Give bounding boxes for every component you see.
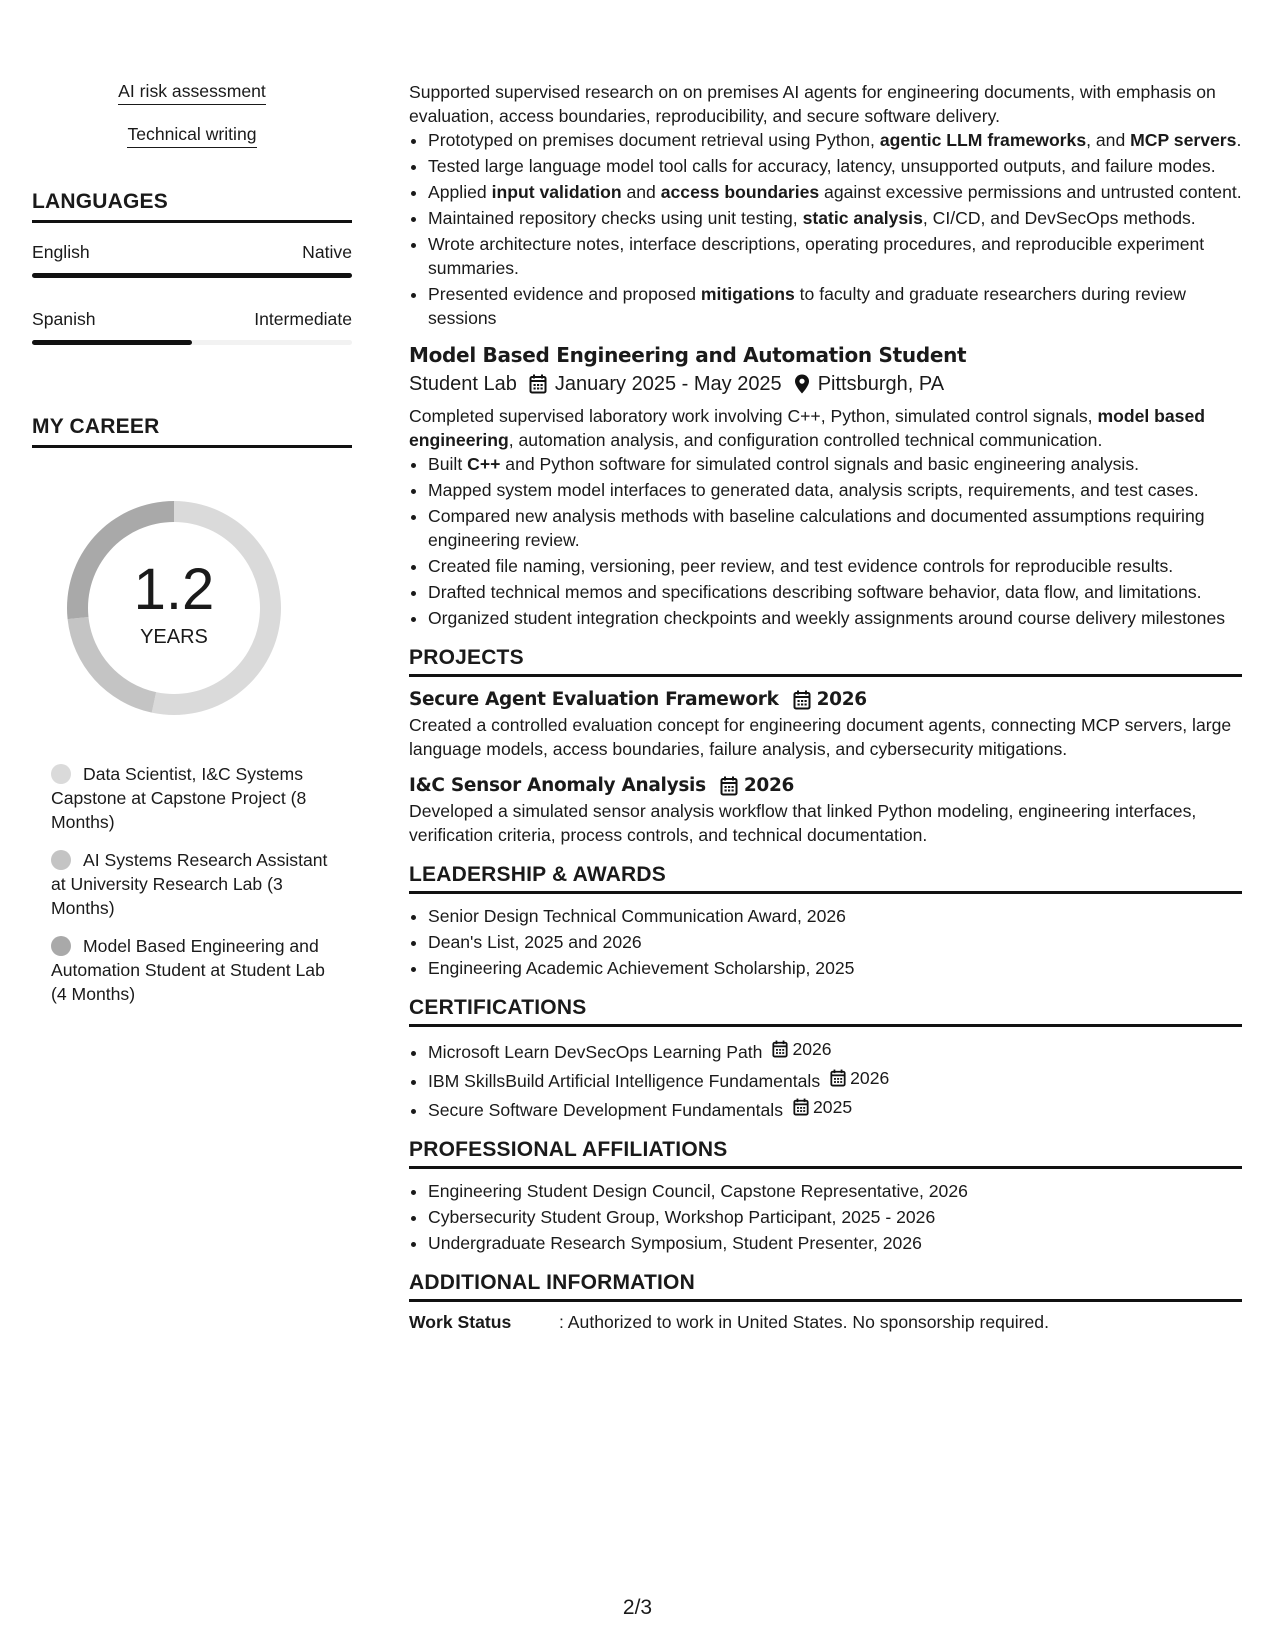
- job-bullet: • Compared new analysis methods with baseline calculations and documented assumptions requiring engineering review.: [428, 504, 1242, 552]
- project-description: Developed a simulated sensor analysis workflow that linked Python modeling, engineering interfaces, verification criteria, process controls, and technical documentation.: [409, 801, 1197, 845]
- calendar-icon: [720, 776, 738, 796]
- awards-list: [409, 904, 1242, 980]
- job-dates: January 2025 - May 2025: [554, 373, 782, 395]
- job-bullet: • Organized student integration checkpoints and weekly assignments around course delivery milestones: [428, 606, 1242, 630]
- job-title: Model Based Engineering and Automation Student: [409, 343, 967, 367]
- job-bullet: • Mapped system model interfaces to generated data, analysis scripts, requirements, and test cases.: [428, 478, 1242, 502]
- project-year: 2026: [743, 775, 795, 796]
- skill-tag: AI risk assessment: [118, 80, 266, 105]
- career-legend-item: [51, 848, 341, 920]
- project-title: Secure Agent Evaluation Framework 2026: [409, 687, 1242, 713]
- project-description: Created a controlled evaluation concept for engineering document agents, connecting MCP servers, large language models, access boundaries, failure analysis, and cybersecurity mitigations.: [409, 715, 1232, 759]
- career-total-years: 1.2: [133, 557, 215, 622]
- affiliation-item: • Undergraduate Research Symposium, Student Presenter, 2026: [428, 1231, 1242, 1255]
- calendar-icon: [793, 1098, 809, 1116]
- calendar-icon: [529, 374, 547, 394]
- affiliation-item: • Cybersecurity Student Group, Workshop Participant, 2025 - 2026: [428, 1205, 1242, 1229]
- certification-year: 2026: [792, 1039, 832, 1059]
- career-legend-dot: [51, 850, 71, 870]
- career-legend-text: AI Systems Research Assistant at University Research Lab (3 Months): [51, 850, 328, 918]
- certification-item: • Secure Software Development Fundamentals 2025: [428, 1095, 1242, 1122]
- job-bullets: [409, 452, 1242, 630]
- location-pin-icon: [794, 374, 810, 394]
- career-legend-dot: [51, 936, 71, 956]
- career-legend: [32, 762, 352, 1006]
- career-legend-dot: [51, 764, 71, 784]
- projects-heading: PROJECTS: [409, 646, 1242, 677]
- project-year: 2026: [816, 689, 867, 710]
- job-bullet: • Prototyped on premises document retrieval using Python, agentic LLM frameworks, and MCP servers.: [428, 128, 1242, 152]
- language-name: English: [32, 242, 90, 262]
- job-bullet: • Presented evidence and proposed mitigations to faculty and graduate researchers during review sessions: [428, 282, 1242, 330]
- job-bullet: • Drafted technical memos and specifications describing software behavior, data flow, and limitations.: [428, 580, 1242, 604]
- award-item: • Dean's List, 2025 and 2026: [428, 930, 1242, 954]
- language-proficiency-fill: [32, 340, 192, 345]
- job-summary: Supported supervised research on on premises AI agents for engineering documents, with emphasis on evaluation, access boundaries, reproducibility, and secure software delivery.: [409, 82, 1216, 126]
- certification-item: • IBM SkillsBuild Artificial Intelligence Fundamentals 2026: [428, 1066, 1242, 1093]
- work-status-row: [409, 1310, 1242, 1334]
- job-bullet: • Tested large language model tool calls for accuracy, latency, unsupported outputs, and failure modes.: [428, 154, 1242, 178]
- language-proficiency-bar: [32, 273, 352, 278]
- calendar-icon: [772, 1040, 788, 1058]
- career-heading: MY CAREER: [32, 415, 352, 448]
- job-summary: Completed supervised laboratory work involving C++, Python, simulated control signals, model based engineering, automation analysis, and configuration controlled technical communication.: [409, 406, 1206, 450]
- project-entry: [409, 687, 1242, 761]
- sidebar: [32, 80, 352, 1020]
- language-proficiency-fill: [32, 273, 352, 278]
- additional-info-heading: ADDITIONAL INFORMATION: [409, 1271, 1242, 1302]
- career-legend-text: Data Scientist, I&C Systems Capstone at Capstone Project (8 Months): [51, 764, 307, 832]
- affiliations-heading: PROFESSIONAL AFFILIATIONS: [409, 1138, 1242, 1169]
- award-item: • Engineering Academic Achievement Scholarship, 2025: [428, 956, 1242, 980]
- job-bullet: • Wrote architecture notes, interface descriptions, operating procedures, and reproducible experiment summaries.: [428, 232, 1242, 280]
- calendar-icon: [793, 690, 811, 710]
- language-entry: [32, 308, 352, 345]
- job-bullet: • Applied input validation and access boundaries against excessive permissions and untrusted content.: [428, 180, 1242, 204]
- main-content: [409, 80, 1242, 1334]
- project-entry: [409, 773, 1242, 847]
- career-legend-text: Model Based Engineering and Automation Student at Student Lab (4 Months): [51, 936, 325, 1004]
- career-donut-chart: [54, 488, 294, 728]
- language-name: Spanish: [32, 309, 96, 329]
- career-legend-item: [51, 934, 341, 1006]
- affiliations-list: [409, 1179, 1242, 1255]
- job-location: Pittsburgh, PA: [817, 373, 945, 395]
- language-level: Intermediate: [254, 309, 352, 329]
- job-bullet: • Created file naming, versioning, peer review, and test evidence controls for reproducible results.: [428, 554, 1242, 578]
- awards-heading: LEADERSHIP & AWARDS: [409, 863, 1242, 894]
- skill-tag: Technical writing: [127, 123, 256, 148]
- job-bullets: [409, 128, 1242, 330]
- language-entry: [32, 241, 352, 278]
- affiliation-item: • Engineering Student Design Council, Capstone Representative, 2026: [428, 1179, 1242, 1203]
- languages-heading: LANGUAGES: [32, 190, 352, 223]
- job-bullet: • Maintained repository checks using unit testing, static analysis, CI/CD, and DevSecOps methods.: [428, 206, 1242, 230]
- job-meta: [409, 370, 1242, 398]
- award-item: • Senior Design Technical Communication Award, 2026: [428, 904, 1242, 928]
- skills-list: [32, 80, 352, 148]
- certifications-heading: CERTIFICATIONS: [409, 996, 1242, 1027]
- page-number: 2/3: [622, 1596, 653, 1619]
- certifications-list: [409, 1037, 1242, 1122]
- work-status-label: Work Status: [409, 1312, 512, 1332]
- language-proficiency-bar: [32, 340, 352, 345]
- calendar-icon: [830, 1069, 846, 1087]
- career-total-unit: YEARS: [140, 626, 208, 648]
- language-level: Native: [302, 242, 352, 262]
- project-title: I&C Sensor Anomaly Analysis 2026: [409, 773, 1242, 799]
- work-status-value: : Authorized to work in United States. No sponsorship required.: [559, 1312, 1049, 1332]
- career-legend-item: [51, 762, 341, 834]
- job-bullet: • Built C++ and Python software for simulated control signals and basic engineering analysis.: [428, 452, 1242, 476]
- certification-year: 2026: [850, 1068, 890, 1088]
- job-company: Student Lab: [409, 373, 517, 395]
- certification-item: • Microsoft Learn DevSecOps Learning Path 2026: [428, 1037, 1242, 1064]
- certification-year: 2025: [813, 1097, 853, 1117]
